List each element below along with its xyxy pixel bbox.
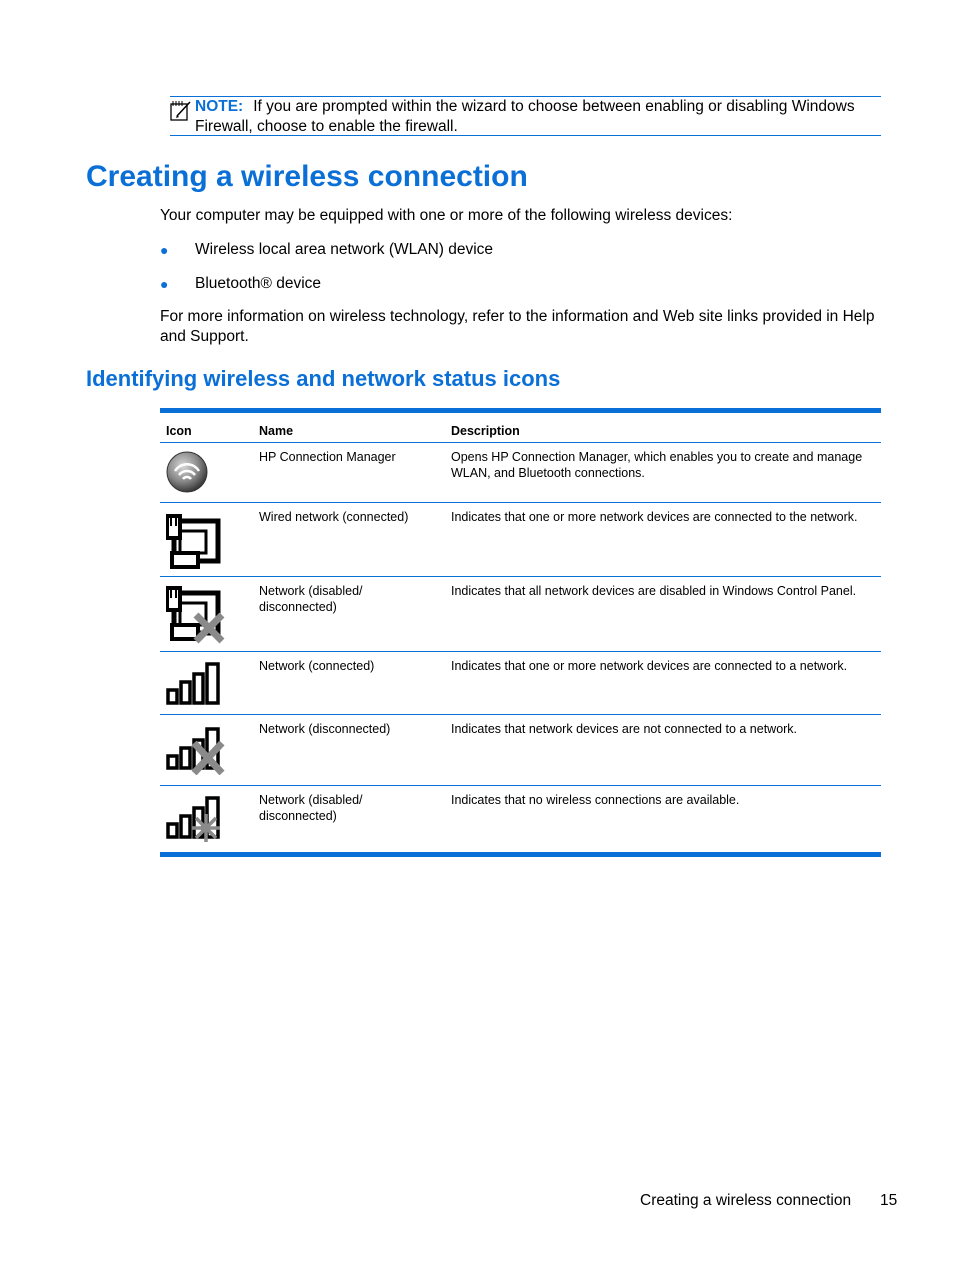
- table-row: [160, 785, 881, 852]
- list-item-text: Bluetooth® device: [195, 275, 322, 292]
- column-header-icon: Icon: [166, 424, 192, 438]
- note-box: [170, 96, 881, 136]
- row-name: Network (disabled/ disconnected): [259, 793, 363, 823]
- status-icons-table: [160, 408, 881, 857]
- hp-connection-manager-icon: [166, 451, 208, 497]
- intro-paragraph: Your computer may be equipped with one or more of the following wireless devices:: [160, 207, 733, 224]
- row-description: Indicates that one or more network devices are connected to the network.: [451, 510, 858, 524]
- note-pencil-icon: [170, 99, 192, 121]
- note-label: NOTE:: [195, 98, 244, 115]
- wired-network-connected-icon: [166, 511, 222, 575]
- footer-section-title: Creating a wireless connection: [640, 1192, 852, 1209]
- row-description: Indicates that no wireless connections are available.: [451, 793, 740, 807]
- row-description: Indicates that network devices are not connected to a network.: [451, 722, 798, 736]
- row-name: Wired network (connected): [259, 510, 409, 524]
- column-header-description: Description: [451, 424, 520, 438]
- row-name: Network (connected): [259, 659, 375, 673]
- more-info-paragraph: For more information on wireless technology, refer to the information and Web site links provided in Help and Support.: [160, 308, 875, 345]
- row-description: Indicates that all network devices are disabled in Windows Control Panel.: [451, 584, 857, 598]
- note-body: If you are prompted within the wizard to choose between enabling or disabling Windows Firewall, choose to enable the firewall.: [195, 98, 855, 135]
- page-number: 15: [880, 1192, 898, 1209]
- network-connected-icon: [166, 660, 224, 710]
- row-name: HP Connection Manager: [259, 450, 396, 464]
- note-text: [195, 97, 875, 137]
- list-item-text: Wireless local area network (WLAN) device: [195, 241, 494, 258]
- row-description: Opens HP Connection Manager, which enables you to create and manage WLAN, and Bluetooth connections.: [451, 450, 863, 480]
- network-disabled-icon: [166, 794, 226, 848]
- section-heading: Identifying wireless and network status icons: [86, 366, 561, 391]
- bullet-icon: ●: [160, 276, 169, 292]
- table-row: [160, 576, 881, 651]
- table-row: [160, 502, 881, 576]
- row-description: Indicates that one or more network devices are connected to a network.: [451, 659, 848, 673]
- table-row: [160, 651, 881, 714]
- wired-network-disabled-icon: [166, 585, 226, 649]
- network-disconnected-icon: [166, 723, 226, 779]
- column-header-name: Name: [259, 424, 294, 438]
- row-name: Network (disabled/ disconnected): [259, 584, 363, 614]
- bullet-icon: ●: [160, 242, 169, 258]
- row-name: Network (disconnected): [259, 722, 391, 736]
- page-title: Creating a wireless connection: [86, 160, 528, 193]
- table-row: [160, 714, 881, 785]
- table-row: [160, 442, 881, 502]
